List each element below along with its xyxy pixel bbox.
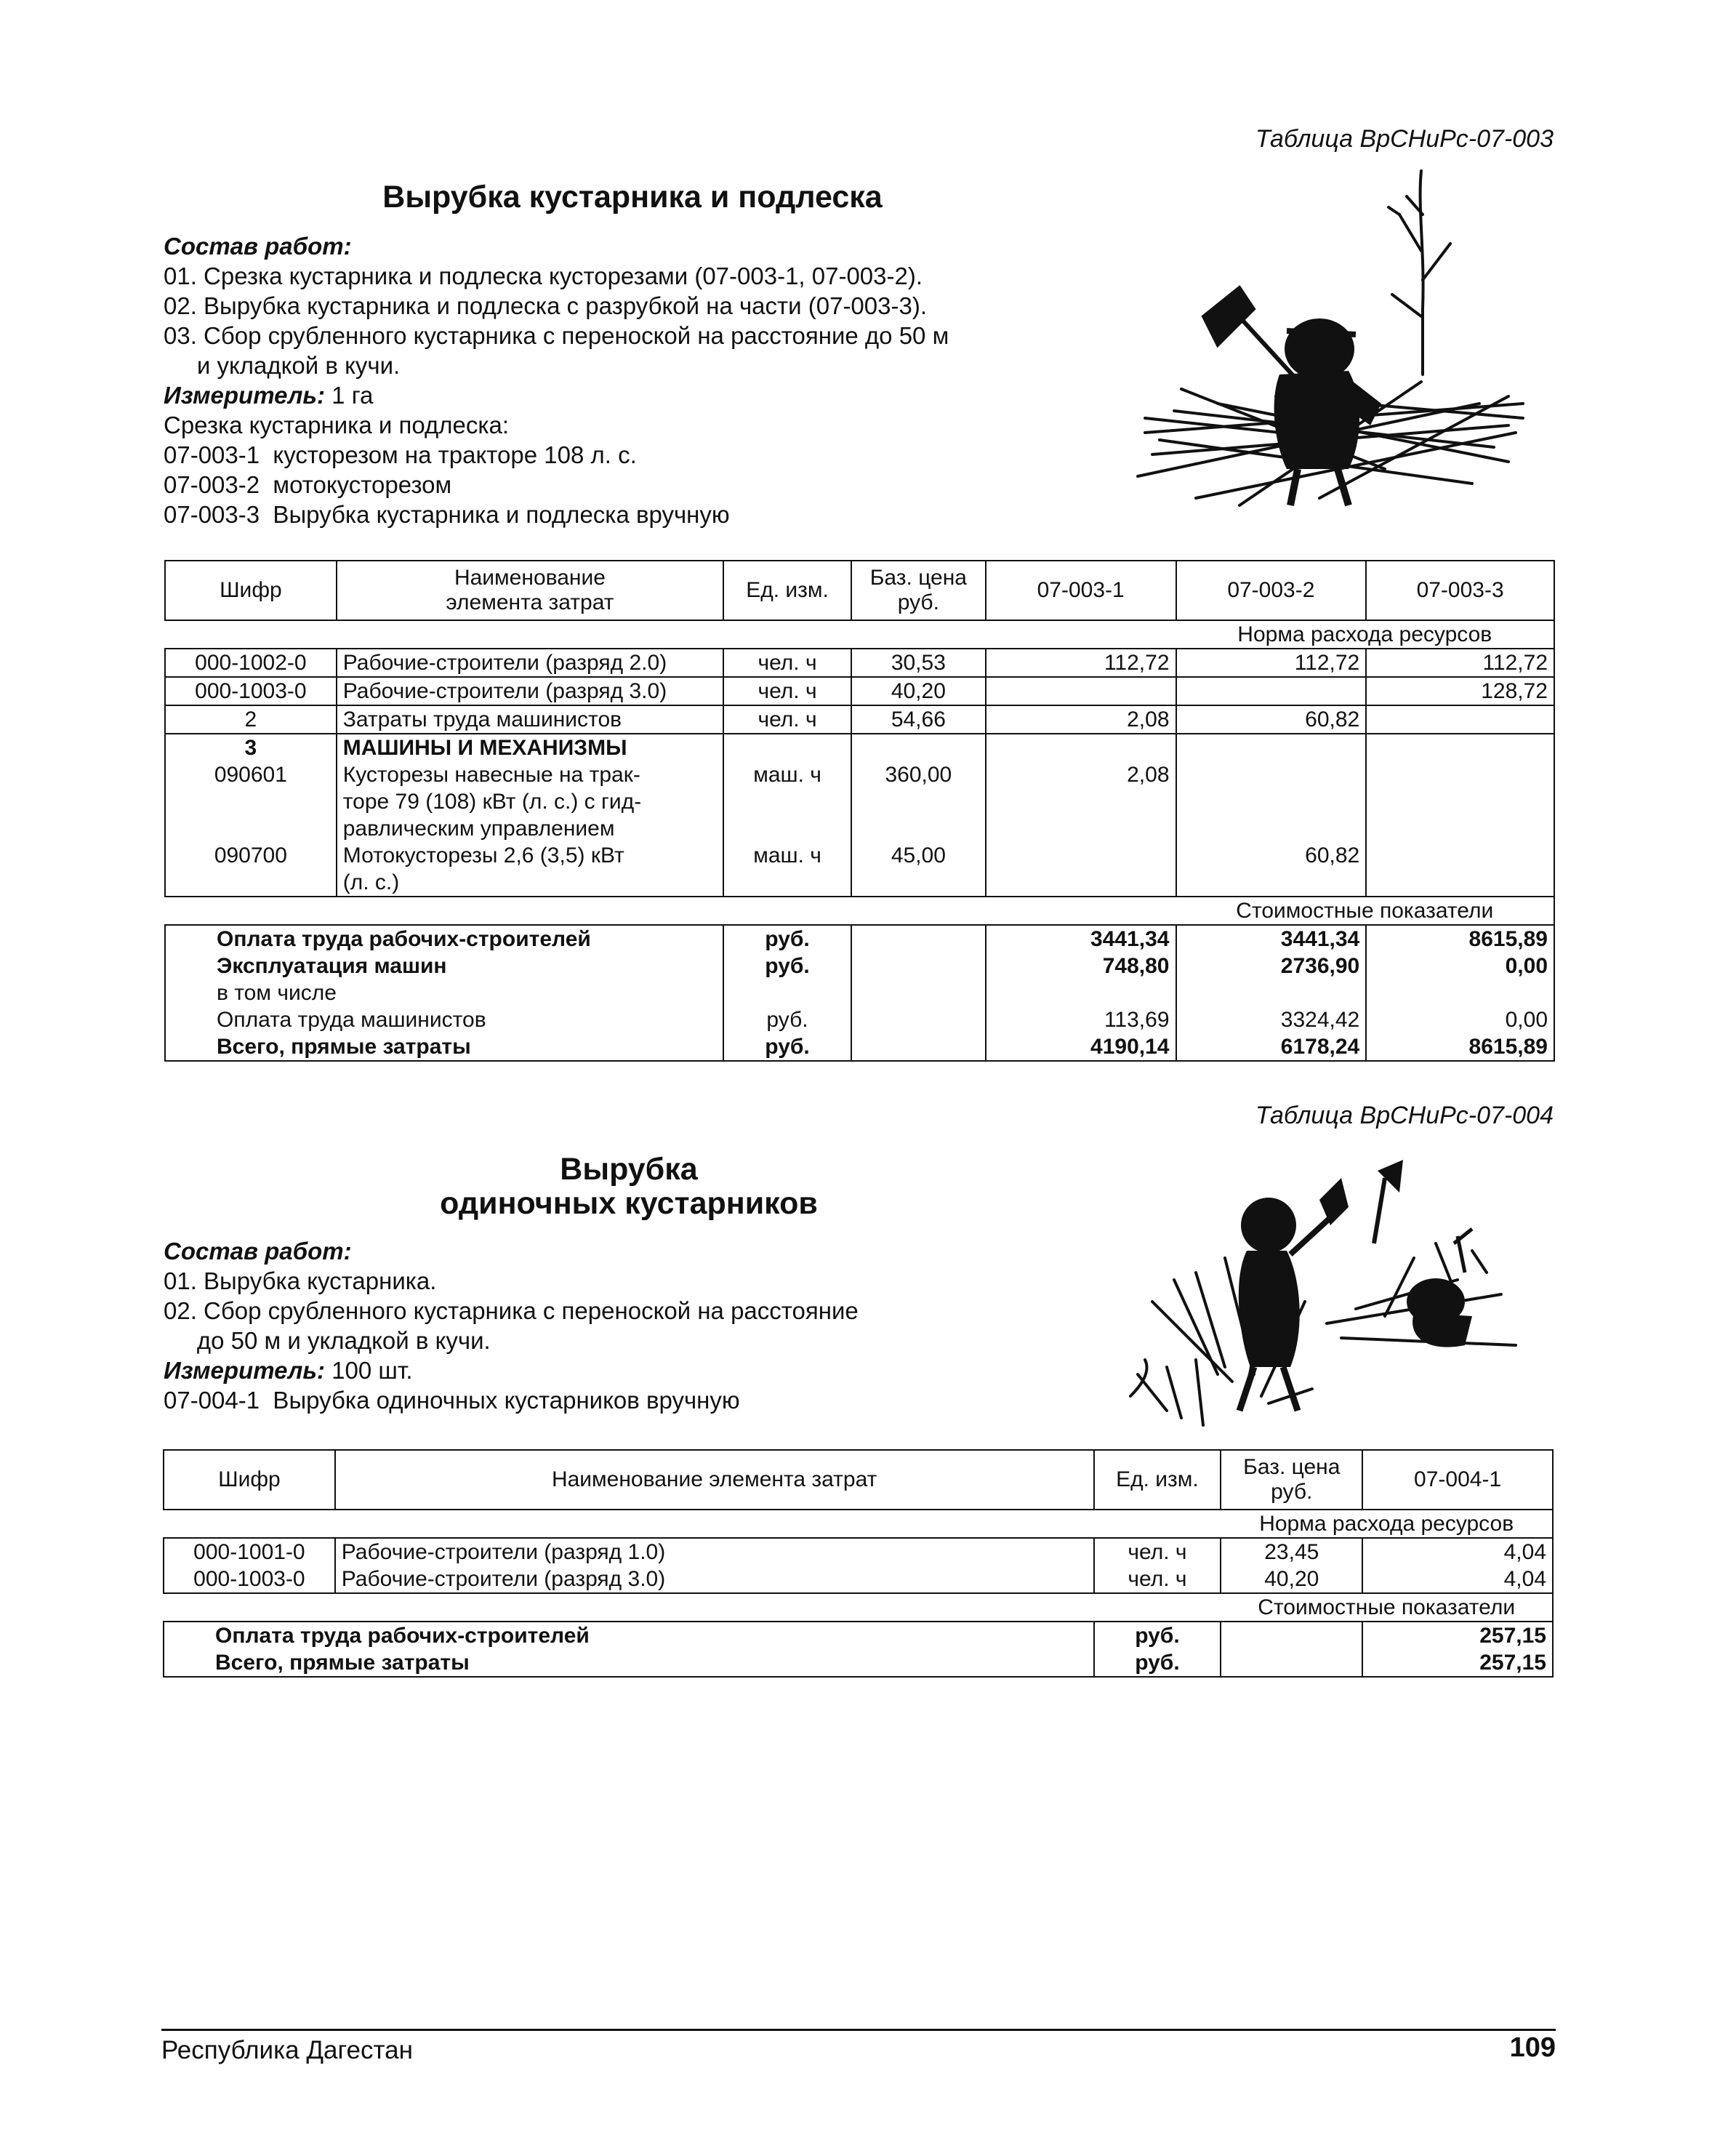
cost-name: Оплата труда машинистов (217, 1008, 486, 1032)
code-item: 07-003-1 кусторезом на тракторе 108 л. с. (164, 441, 637, 468)
machine-value: 2,08 (1127, 763, 1170, 787)
meter (164, 380, 1181, 410)
header-price-line: руб. (1271, 1480, 1313, 1504)
row-price: 40,20 (1264, 1567, 1319, 1591)
header-price (851, 561, 986, 620)
code-item: 07-003-2 мотокусторезом (164, 471, 452, 498)
work-item: 01. Срезка кустарника и подлеска кусторезами (07-003-1, 07-003-2). (164, 263, 923, 289)
cost-names (165, 925, 723, 1061)
cell-value: 112,72 (1176, 649, 1367, 677)
cost-unit: руб. (1135, 1651, 1180, 1675)
cell-value (986, 734, 1176, 897)
cost-value: 748,80 (1102, 954, 1170, 978)
section-title (363, 1153, 894, 1222)
cell-value: 112,72 (1366, 649, 1554, 677)
header-col-1: 07-003-1 (986, 561, 1176, 620)
spacer (730, 788, 845, 815)
machine-name-line: (л. с.) (342, 870, 400, 894)
cell-unit (1094, 1538, 1221, 1593)
spacer (1183, 761, 1360, 788)
table-label: Таблица ВрСНиРс-07-003 (1255, 125, 1554, 153)
cost-value: 113,69 (1104, 1008, 1170, 1032)
cost-label: Стоимостные показатели (1221, 1593, 1553, 1622)
machine-code: 090601 (214, 763, 287, 787)
spacer (1183, 815, 1360, 842)
cell-code: 2 (165, 705, 337, 734)
separator-empty (165, 897, 1176, 925)
row-name: Рабочие-строители (разряд 1.0) (341, 1540, 666, 1564)
machine-price: 360,00 (885, 763, 952, 787)
header-price-line: Баз. цена (869, 566, 967, 590)
cost-name: Всего, прямые затраты (217, 1035, 471, 1059)
cell-price (1221, 1538, 1362, 1593)
cost-value: 8615,89 (1468, 1035, 1548, 1059)
spacer (730, 979, 845, 1006)
cost-unit: руб. (765, 1035, 810, 1059)
cell-value: 60,82 (1176, 705, 1367, 734)
machine-unit: маш. ч (753, 843, 821, 867)
machines-row (165, 734, 1554, 897)
cost-name: Всего, прямые затраты (215, 1651, 470, 1675)
spacer (992, 979, 1170, 1006)
header-name-line: Наименование (454, 566, 606, 590)
meter-value: 1 га (331, 382, 374, 409)
cell-value (1366, 705, 1554, 734)
cost-values (986, 925, 1176, 1061)
cell-unit: чел. ч (723, 677, 851, 705)
cost-unit: руб. (1135, 1624, 1180, 1648)
cell-name (335, 1538, 1094, 1593)
cell-value: 112,72 (986, 649, 1176, 677)
header-col-1: 07-004-1 (1362, 1450, 1553, 1510)
cell-value (1362, 1538, 1553, 1593)
norm-label: Норма расхода ресурсов (1221, 1510, 1553, 1538)
cell-name (337, 734, 723, 897)
row-code: 000-1003-0 (193, 1567, 305, 1591)
resource-table (163, 1449, 1554, 1678)
page-number: 109 (1509, 2032, 1556, 2063)
cell-value (1176, 677, 1367, 705)
row-unit: чел. ч (1128, 1540, 1187, 1564)
header-unit: Ед. изм. (1094, 1450, 1221, 1510)
header-name (337, 561, 723, 620)
cost-value: 257,15 (1479, 1651, 1546, 1675)
cost-unit: руб. (765, 954, 810, 978)
cost-value: 0,00 (1505, 954, 1548, 978)
spacer (172, 815, 330, 842)
cost-value: 8615,89 (1468, 927, 1548, 951)
spacer (858, 788, 979, 815)
header-name-line: элемента затрат (446, 590, 614, 614)
cost-value: 4190,14 (1090, 1035, 1170, 1059)
cell-value (1176, 734, 1367, 897)
cost-values (1366, 925, 1554, 1061)
work-item: и укладкой в кучи. (164, 352, 401, 379)
machines-title: МАШИНЫ И МЕХАНИЗМЫ (342, 736, 627, 760)
spacer (1183, 788, 1360, 815)
cell-price: 40,20 (851, 677, 986, 705)
cost-name: Оплата труда рабочих-строителей (215, 1624, 590, 1648)
row-name: Рабочие-строители (разряд 3.0) (341, 1567, 666, 1591)
code-item: 07-003-3 Вырубка кустарника и подлеска вручную (164, 501, 730, 528)
works-heading: Состав работ: (164, 1238, 352, 1265)
cell-code (165, 734, 337, 897)
meter (164, 1355, 1109, 1385)
spacer (992, 734, 1170, 761)
section-title: Вырубка кустарника и подлеска (382, 180, 883, 215)
header-code: Шифр (165, 561, 337, 620)
cell-value (1366, 734, 1554, 897)
row-price: 23,45 (1264, 1540, 1319, 1564)
cell-price: 30,53 (851, 649, 986, 677)
machine-name-line: равлическим управлением (342, 817, 615, 841)
header-price (1221, 1450, 1362, 1510)
cost-unit: руб. (766, 1008, 808, 1032)
cost-name: в том числе (217, 981, 337, 1005)
row-value: 4,04 (1503, 1567, 1546, 1591)
work-description (164, 231, 1181, 529)
machine-code: 090700 (214, 843, 287, 867)
cell-value: 2,08 (986, 705, 1176, 734)
cell-code: 000-1002-0 (165, 649, 337, 677)
spacer (1373, 979, 1548, 1006)
cost-values (1176, 925, 1367, 1061)
machine-name-line: Кусторезы навесные на трак- (342, 763, 640, 787)
separator-empty (164, 1510, 1221, 1538)
machine-name-line: торе 79 (108) кВт (л. с.) с гид- (342, 790, 642, 814)
machine-value: 60,82 (1305, 843, 1360, 867)
header-col-2: 07-003-2 (1176, 561, 1367, 620)
machine-name-line: Мотокусторезы 2,6 (3,5) кВт (342, 843, 624, 867)
spacer (858, 734, 979, 761)
machine-unit: маш. ч (753, 763, 821, 787)
machine-price: 45,00 (891, 843, 946, 867)
meter-heading: Измеритель: (164, 1357, 325, 1384)
workers-cutting-bushes-illustration (1123, 1156, 1530, 1432)
cost-value: 2736,90 (1280, 954, 1360, 978)
spacer (1183, 979, 1360, 1006)
spacer (172, 869, 330, 896)
cost-value: 3441,34 (1090, 927, 1170, 951)
cost-name: Оплата труда рабочих-строителей (217, 927, 591, 951)
cost-units (723, 925, 851, 1061)
meter-value: 100 шт. (331, 1357, 413, 1384)
table-row (165, 677, 1554, 705)
cost-names (164, 1622, 1094, 1677)
cost-price-empty (1221, 1622, 1362, 1677)
cost-unit: руб. (765, 927, 810, 951)
work-item: 03. Сбор срубленного кустарника с переноской на расстояние до 50 м (164, 322, 949, 349)
works-heading: Состав работ: (164, 233, 352, 260)
cost-value: 0,00 (1505, 1008, 1548, 1032)
cell-value: 128,72 (1366, 677, 1554, 705)
cost-value: 3441,34 (1280, 927, 1360, 951)
norm-label: Норма расхода ресурсов (1176, 620, 1555, 649)
table-row (165, 705, 1554, 734)
cell-name: Рабочие-строители (разряд 3.0) (337, 677, 723, 705)
row-unit: чел. ч (1128, 1567, 1187, 1591)
cost-price-empty (851, 925, 986, 1061)
machines-code: 3 (244, 736, 257, 760)
cell-value (986, 677, 1176, 705)
separator-empty (165, 620, 1176, 649)
header-name: Наименование элемента затрат (335, 1450, 1094, 1510)
worker-cutting-brush-illustration (1130, 164, 1538, 520)
cell-code (164, 1538, 335, 1593)
header-price-line: руб. (897, 590, 939, 614)
cost-value: 6178,24 (1280, 1035, 1360, 1059)
work-description (164, 1236, 1109, 1415)
resource-table (164, 560, 1555, 1062)
cell-unit: чел. ч (723, 649, 851, 677)
cell-price (851, 734, 986, 897)
spacer (858, 815, 979, 842)
cost-value: 3324,42 (1280, 1008, 1360, 1032)
cost-values (1362, 1622, 1553, 1677)
header-price-line: Баз. цена (1243, 1455, 1341, 1479)
spacer (1183, 734, 1360, 761)
cost-rows (164, 1622, 1553, 1677)
cell-code: 000-1003-0 (165, 677, 337, 705)
row-value: 4,04 (1503, 1540, 1546, 1564)
cost-units (1094, 1622, 1221, 1677)
table-label: Таблица ВрСНиРс-07-004 (1255, 1102, 1554, 1129)
header-col-3: 07-003-3 (1366, 561, 1554, 620)
title-line: Вырубка (560, 1152, 698, 1187)
row-code: 000-1001-0 (193, 1540, 305, 1564)
cell-name: Рабочие-строители (разряд 2.0) (337, 649, 723, 677)
cost-rows (165, 925, 1554, 1061)
work-item: 02. Вырубка кустарника и подлеска с разрубкой на части (07-003-3). (164, 292, 927, 319)
subheading: Срезка кустарника и подлеска: (164, 412, 510, 438)
table-rows (164, 1538, 1553, 1593)
separator-empty (164, 1593, 1221, 1622)
spacer (730, 815, 845, 842)
cost-value: 257,15 (1479, 1624, 1546, 1648)
work-item: 01. Вырубка кустарника. (164, 1267, 437, 1294)
header-unit: Ед. изм. (723, 561, 851, 620)
cost-name: Эксплуатация машин (217, 954, 447, 978)
footer-region: Республика Дагестан (161, 2036, 413, 2064)
code-item: 07-004-1 Вырубка одиночных кустарников вручную (164, 1387, 740, 1414)
table-row (165, 649, 1554, 677)
cell-unit: чел. ч (723, 705, 851, 734)
spacer (172, 788, 330, 815)
work-item: до 50 м и укладкой в кучи. (164, 1327, 491, 1354)
work-item: 02. Сбор срубленного кустарника с переноской на расстояние (164, 1297, 859, 1324)
footer-divider (161, 2029, 1556, 2031)
title-line: одиночных кустарников (440, 1186, 818, 1222)
cell-price: 54,66 (851, 705, 986, 734)
header-code: Шифр (164, 1450, 335, 1510)
cell-name: Затраты труда машинистов (337, 705, 723, 734)
spacer (730, 734, 845, 761)
cost-label: Стоимостные показатели (1176, 897, 1555, 925)
cell-unit (723, 734, 851, 897)
meter-heading: Измеритель: (164, 382, 325, 409)
